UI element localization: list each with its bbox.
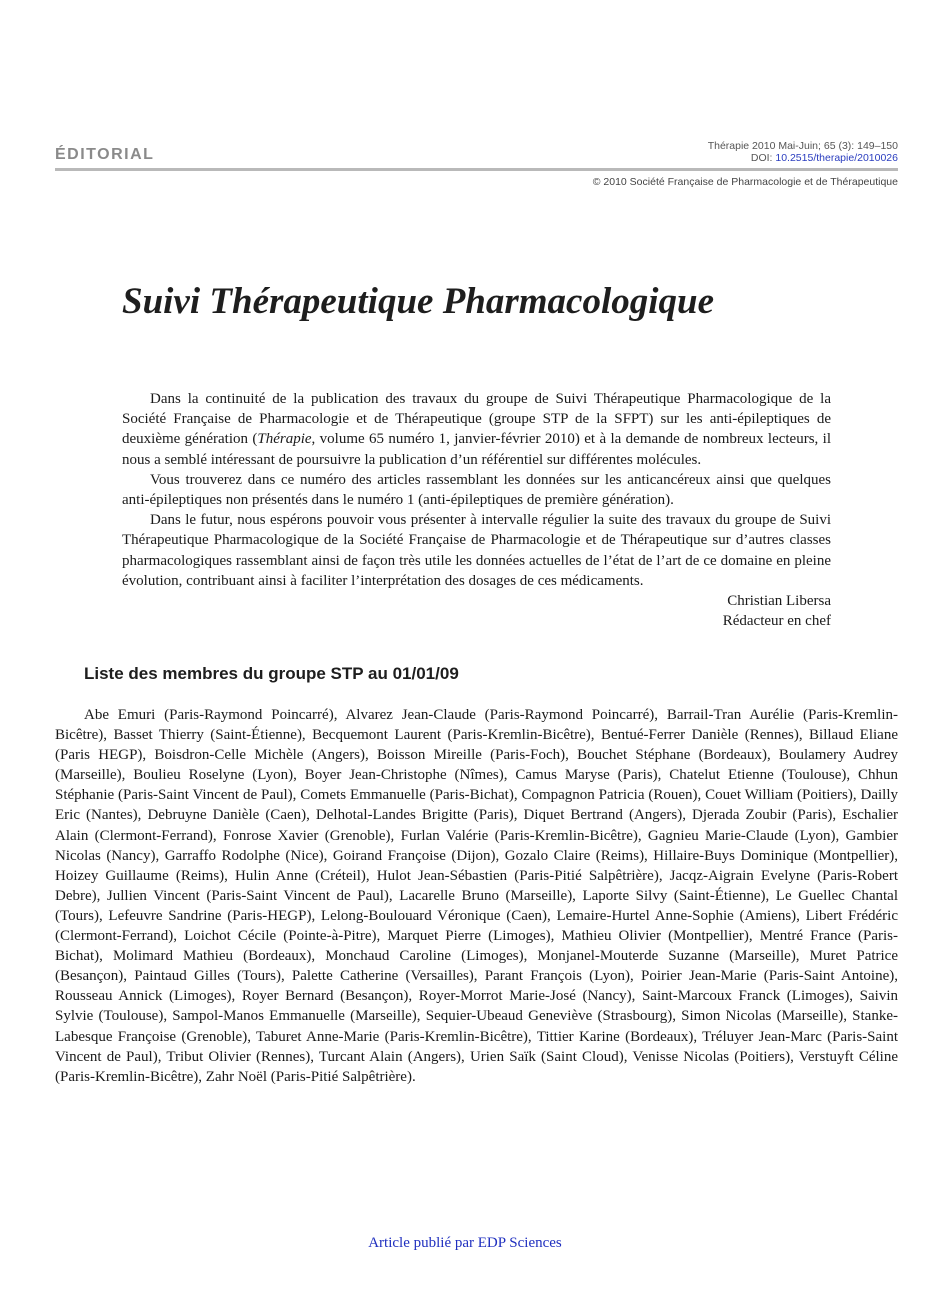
doi-link[interactable]: 10.2515/therapie/2010026 bbox=[775, 152, 898, 164]
doi-line bbox=[708, 152, 898, 164]
header-rule bbox=[55, 168, 898, 171]
journal-citation: Thérapie 2010 Mai-Juin; 65 (3): 149–150 bbox=[707, 140, 898, 152]
p1-text: Dans la continuité de la publication des travaux du groupe de Suivi Thérapeutique Pharmacologique de la Société Française de Pharmacologie et de Thérapeutique (groupe STP de la SFPT) sur les anti-épileptiques de deuxième génération ( bbox=[122, 391, 831, 448]
author-role: Rédacteur en chef bbox=[722, 613, 831, 630]
members-paragraph: Abe Emuri (Paris-Raymond Poincarré), Alvarez Jean-Claude (Paris-Raymond Poincarré), Barrail-Tran Aurélie (Paris-Kremlin-Bicêtre), Basset Thierry (Saint-Étienne), Becquemont Laurent (Paris-Kremlin-Bicêtre), Bentué-Ferrer Danièle (Rennes), Billaud Eliane (Paris HEGP), Boisdron-Celle Michèle (Angers), Boisson Mireille (Paris-Foch), Bouchet Stéphane (Bordeaux), Boulamery Audrey (Marseille), Boulieu Roselyne (Lyon), Boyer Jean-Christophe (Nîmes), Camus Maryse (Paris), Chatelut Etienne (Toulouse), Chhun Stéphanie (Paris-Saint Vincent de Paul), Comets Emmanuelle (Paris-Bichat), Compagnon Patricia (Rouen), Couet William (Poitiers), Dailly Eric (Nantes), Debruyne Danièle (Caen), Delhotal-Landes Brigitte (Paris), Diquet Bertrand (Angers), Djerada Zoubir (Paris), Eschalier Alain (Clermont-Ferrand), Fonrose Xavier (Grenoble), Furlan Valérie (Paris-Kremlin-Bicêtre), Gagnieu Marie-Claude (Lyon), Gambier Nicolas (Nancy), Garraffo Rodolphe (Nice), Goirand Françoise (Dijon), Gozalo Claire (Reims), Hillaire-Buys Dominique (Montpellier), Hoizey Guillaume (Reims), Hulin Anne (Créteil), Hulot Jean-Sébastien (Paris-Pitié Salpêtrière), Jacqz-Aigrain Evelyne (Paris-Robert Debre), Jullien Vincent (Paris-Saint Vincent de Paul), Lacarelle Bruno (Marseille), Laporte Silvy (Saint-Étienne), Le Guellec Chantal (Tours), Lefeuvre Sandrine (Paris-HEGP), Lelong-Boulouard Véronique (Caen), Lemaire-Hurtel Anne-Sophie (Amiens), Libert Frédéric (Clermont-Ferrand), Loichot Cécile (Pointe-à-Pitre), Marquet Pierre (Limoges), Mathieu Olivier (Montpellier), Mentré France (Paris-Bichat), Molimard Mathieu (Bordeaux), Monchaud Caroline (Limoges), Monjanel-Mouterde Suzanne (Marseille), Muret Patrice (Besançon), Paintaud Gilles (Tours), Palette Catherine (Versailles), Parant François (Lyon), Poirier Jean-Marie (Paris-Saint Antoine), Rousseau Annick (Limoges), Royer Bernard (Besançon), Royer-Morrot Marie-José (Nancy), Saint-Marcoux Franck (Limoges), Saivin Sylvie (Toulouse), Sampol-Manos Emmanuelle (Marseille), Sequier-Ubeaud Geneviève (Strasbourg), Simon Nicolas (Marseille), Stanke-Labesque Françoise (Grenoble), Taburet Anne-Marie (Paris-Kremlin-Bicêtre), Tittier Karine (Bordeaux), Tréluyer Jean-Marc (Paris-Saint Vincent de Paul), Tribut Olivier (Rennes), Turcant Alain (Angers), Urien Saïk (Saint Cloud), Venisse Nicolas (Poitiers), Verstuyft Céline (Paris-Kremlin-Bicêtre), Zahr Noël (Paris-Pitié Salpêtrière). bbox=[55, 707, 898, 1085]
article-title: Suivi Thérapeutique Pharmacologique bbox=[122, 281, 715, 322]
section-label: ÉDITORIAL bbox=[55, 146, 155, 163]
editorial-paragraph-2: Vous trouverez dans ce numéro des articles rassemblant les données sur les anticancéreux ainsi que quelques anti-épileptiques non présentés dans le numéro 1 (anti-épileptiques de première génération). bbox=[122, 471, 831, 509]
journal-meta bbox=[708, 140, 898, 164]
p1-text-cont: , volume 65 numéro 1, janvier-février 2010) et à la demande de nombreux lecteurs, il nous a semblé intéressant de poursuivre la publication d’un référentiel sur différentes molécules. bbox=[122, 431, 831, 468]
editorial-body bbox=[122, 389, 831, 631]
editorial-paragraph-1 bbox=[122, 389, 831, 470]
members-heading: Liste des membres du groupe STP au 01/01/09 bbox=[84, 664, 459, 683]
members-list bbox=[55, 705, 898, 1087]
editorial-paragraph-3: Dans le futur, nous espérons pouvoir vous présenter à intervalle régulier la suite des travaux du groupe de Suivi Thérapeutique Pharmacologique de la Société Française de Pharmacologie et de Thérapeutique sur d’autres classes pharmacologiques rassemblant ainsi de façon très utile les données actuelles de l’état de l’art de ce domaine en pleine évolution, contribuant ainsi à faciliter l’interprétation des dosages de ces médicaments. bbox=[122, 512, 831, 589]
publisher-link[interactable]: Article publié par EDP Sciences bbox=[368, 1235, 562, 1251]
journal-name-italic: Thérapie bbox=[257, 431, 312, 448]
doi-label: DOI: bbox=[750, 152, 776, 164]
copyright-notice: © 2010 Société Française de Pharmacologie et de Thérapeutique bbox=[592, 176, 898, 188]
page-header bbox=[55, 140, 898, 192]
author-name: Christian Libersa bbox=[727, 593, 831, 610]
